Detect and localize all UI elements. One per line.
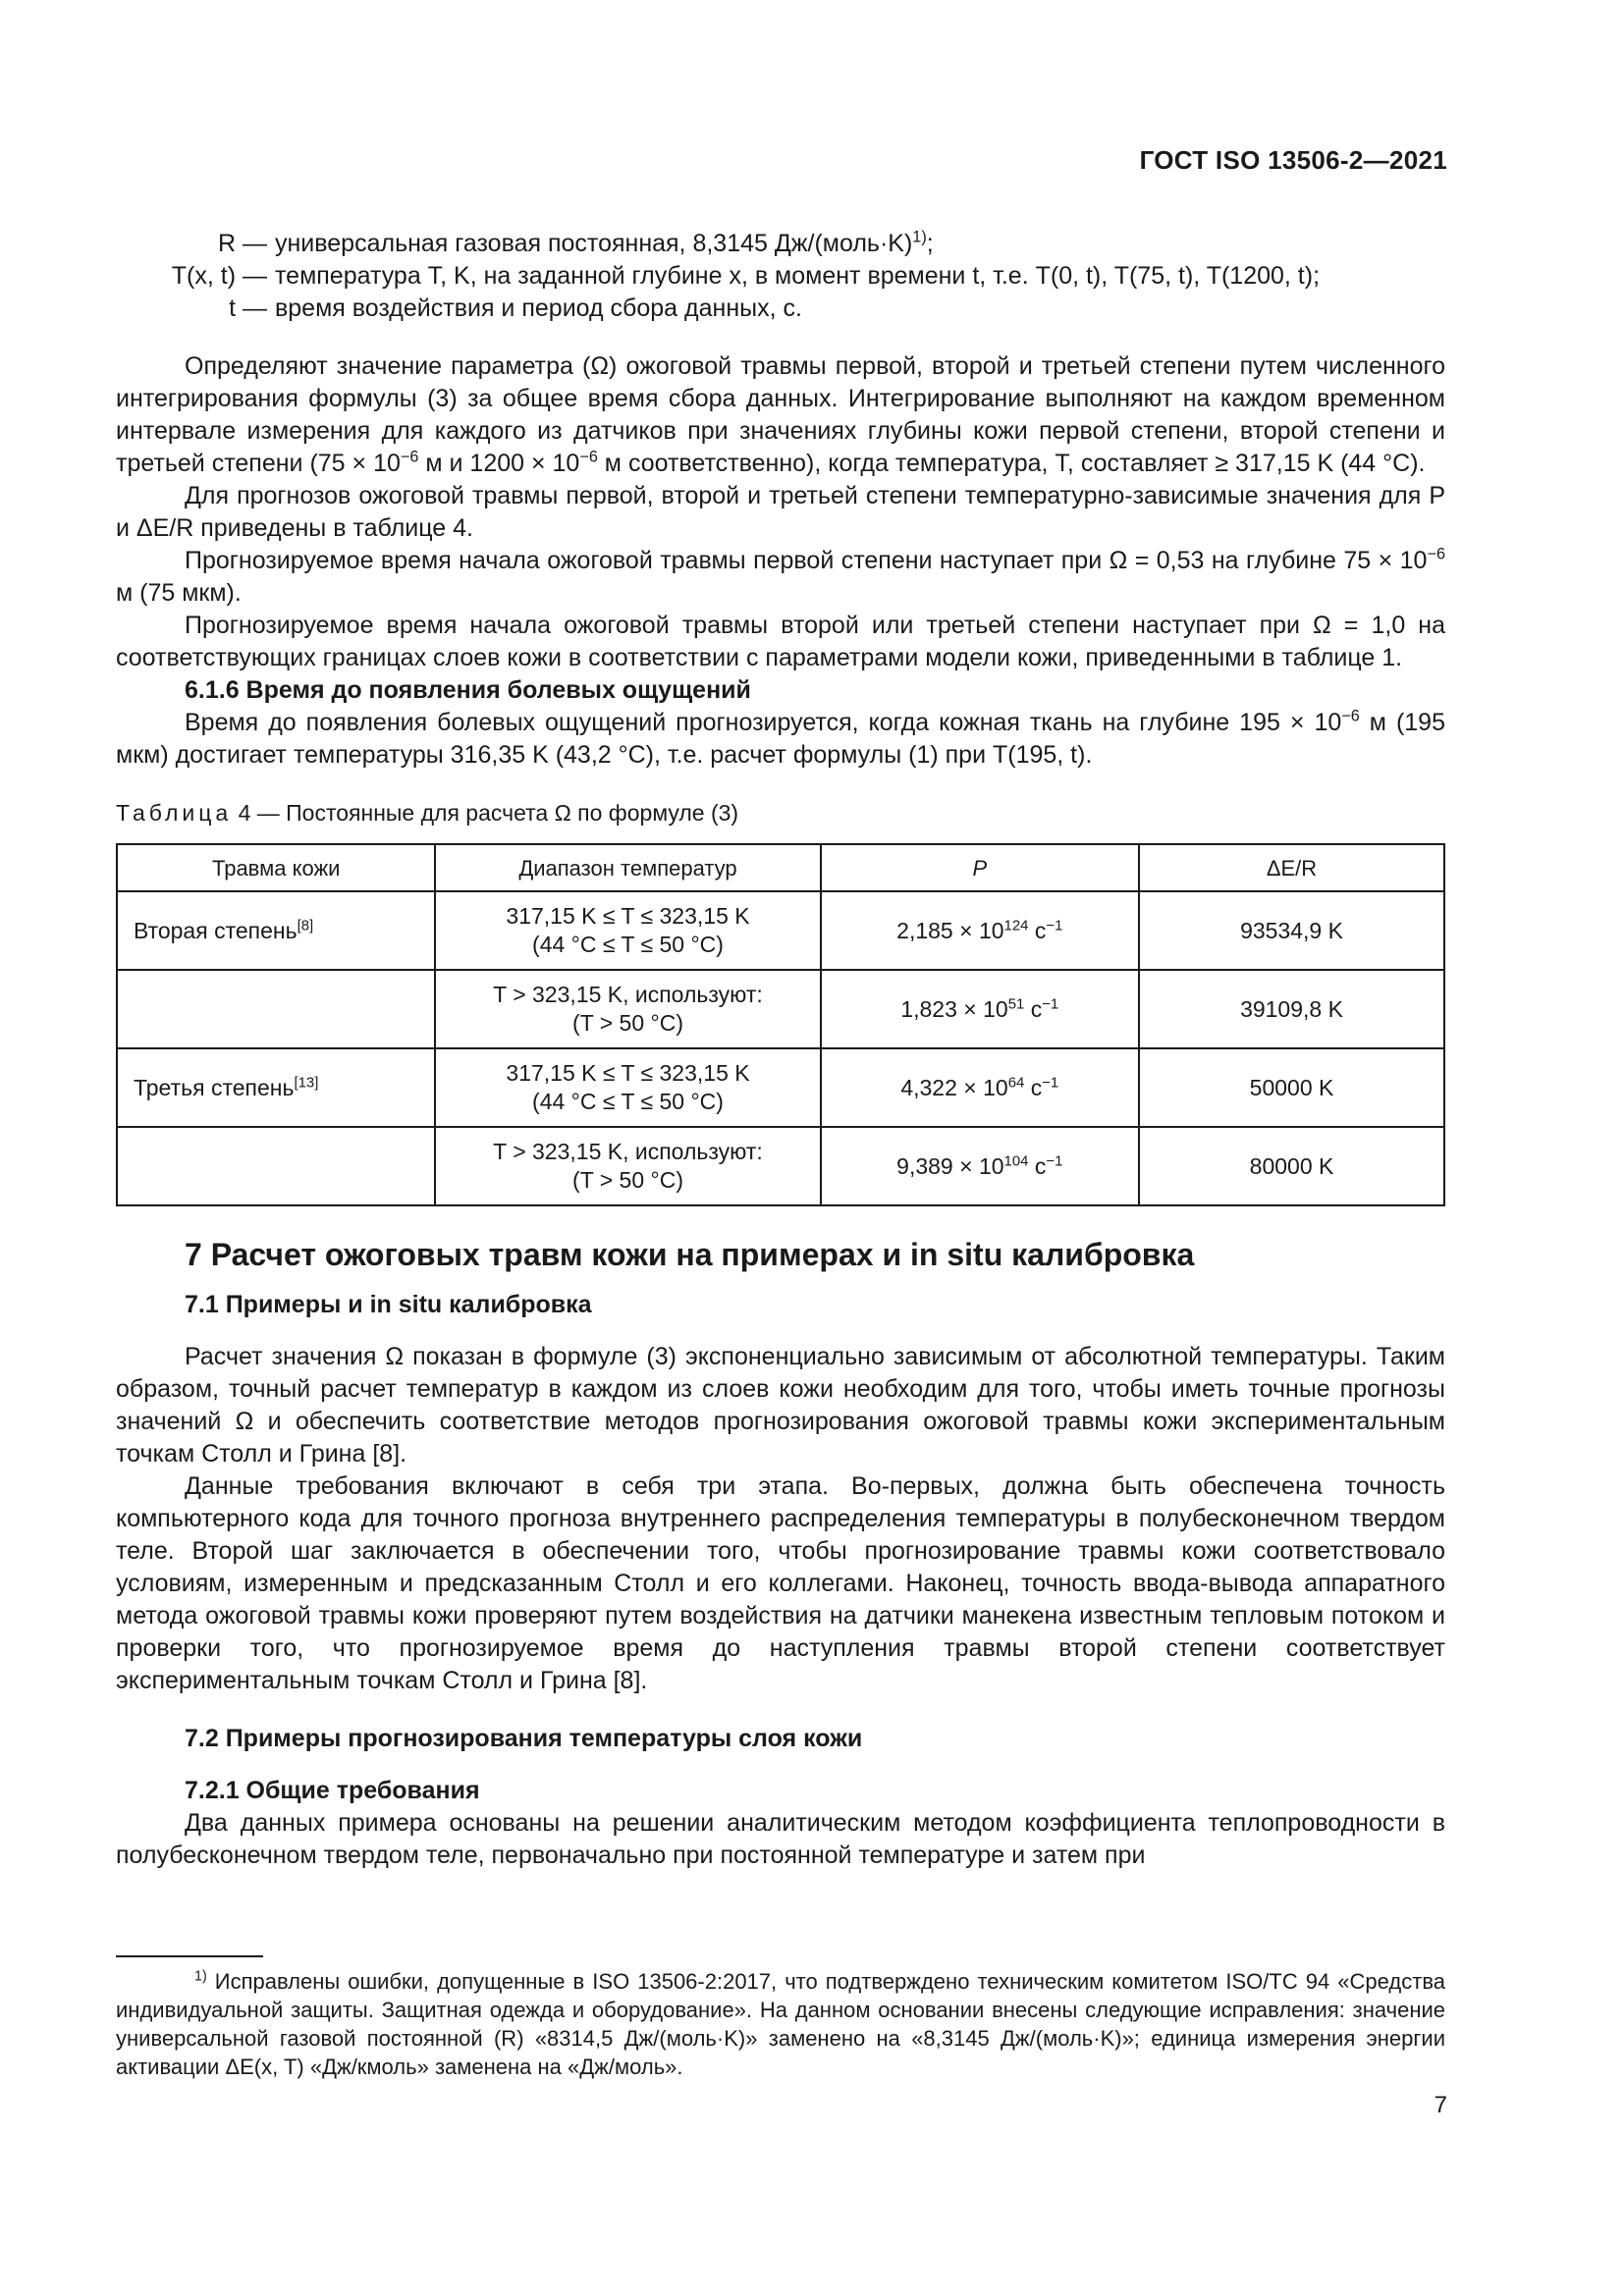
p-cell: $4,322 \times 10^{64}$ $с^{-1}$: [821, 1048, 1139, 1127]
paragraph-first-degree: Прогнозируемое время начала ожоговой травмы первой степени наступает при Ω = 0,53 на глубине $75 \times 10^{-6}$ м (75 мкм).: [116, 545, 1445, 607]
table-row: [117, 1127, 1444, 1205]
definition-item: R — универсальная газовая постоянная, 8,3145 Дж/(моль·K)$^{1)}$;: [116, 228, 1445, 260]
definition-symbol: R —: [218, 230, 267, 257]
paragraph-pain-time: Время до появления болевых ощущений прогнозируется, когда кожная ткань на глубине $195 \times 10^{-6}$ м (195 мкм) достигает температуры 316,35 K (43,2 °C), т.е. расчет формулы (1) при T(195, t).: [116, 707, 1445, 769]
p-cell: $9,389 \times 10^{104}$ $с^{-1}$: [821, 1127, 1139, 1205]
range-cell: T > 323,15 K, используют: (T > 50 °C): [435, 1127, 820, 1205]
definition-text: универсальная газовая постоянная, 8,3145 Дж/(моль·K): [275, 230, 913, 257]
table-header-row: [117, 844, 1444, 891]
paragraph-examples: Два данных примера основаны на решении аналитическим методом коэффициента теплопроводности в полубесконечном твердом теле, первоначально при постоянной температуре и затем при: [116, 1809, 1445, 1869]
der-cell: 93534,9 K: [1139, 891, 1444, 970]
footnote-separator: [116, 1955, 263, 1957]
injury-cell: [117, 1127, 435, 1205]
definition-text: время воздействия и период сбора данных, с.: [275, 294, 802, 322]
definition-item: [116, 293, 1445, 325]
injury-cell: Третья степень[13]: [117, 1048, 435, 1127]
column-header: Диапазон температур: [435, 844, 820, 891]
paragraph-requirements: Данные требования включают в себя три этапа. Во-первых, должна быть обеспечена точность компьютерного кода для точного прогноза внутреннего распределения температуры в полубесконечном твердом теле. Второй шаг заключается в обеспечении того, чтобы прогнозирование травмы кожи соответствовало условиям, измеренным и предсказанным Столл и его коллегами. Наконец, точность ввода-вывода аппаратного метода ожоговой травмы кожи проверяют путем воздействия на датчики манекена известным тепловым потоком и проверки того, что прогнозируемое время до наступления травмы второй степени соответствует экспериментальным точкам Столл и Грина [8].: [116, 1472, 1445, 1694]
definitions-list: [116, 228, 1445, 325]
der-cell: 50000 K: [1139, 1048, 1444, 1127]
column-header: Травма кожи: [117, 844, 435, 891]
range-cell: 317,15 K ≤ T ≤ 323,15 K (44 °C ≤ T ≤ 50 °C): [435, 891, 820, 970]
page-number: 7: [1434, 2092, 1447, 2118]
p-cell: $1,823 \times 10^{51}$ $с^{-1}$: [821, 970, 1139, 1048]
footnote-ref: 1): [912, 228, 927, 246]
footnote: [116, 1967, 1445, 2081]
section-heading-6-1-6: 6.1.6 Время до появления болевых ощущений: [185, 676, 751, 704]
section-heading-7-2-1: 7.2.1 Общие требования: [185, 1777, 480, 1804]
table-row: [117, 1048, 1444, 1127]
column-header: P: [821, 844, 1139, 891]
column-header: ΔE/R: [1139, 844, 1444, 891]
constants-table: [116, 843, 1445, 1206]
paragraph-omega-calc: Расчет значения Ω показан в формуле (3) экспоненциально зависимым от абсолютной температуры. Таким образом, точный расчет температур в каждом из слоев кожи необходим для того, чтобы иметь точные прогнозы значений Ω и обеспечить соответствие методов прогнозирования ожоговой травмы кожи экспериментальным точкам Столл и Грина [8].: [116, 1343, 1445, 1468]
paragraph-integration: Определяют значение параметра (Ω) ожоговой травмы первой, второй и третьей степени путем численного интегрирования формулы (3) за общее время сбора данных. Интегрирование выполняют на каждом временном интервале измерения для каждого из датчиков при значениях глубины кожи первой степени, второй степени и третьей степени ($75 \times 10^{-6}$ м и $1200 \times 10^{-6}$ м соответственно), когда температура, T, составляет ≥ 317,15 K (44 °C).: [116, 352, 1445, 477]
p-cell: $2,185 \times 10^{124}$ $с^{-1}$: [821, 891, 1139, 970]
table-row: [117, 891, 1444, 970]
paragraph-second-third-degree: Прогнозируемое время начала ожоговой травмы второй или третьей степени наступает при Ω = 1,0 на соответствующих границах слоев кожи в соответствии с параметрами модели кожи, приведенными в таблице 1.: [116, 612, 1445, 671]
section-heading-7-1: 7.1 Примеры и in situ калибровка: [185, 1291, 592, 1318]
injury-cell: [117, 970, 435, 1048]
der-cell: 39109,8 K: [1139, 970, 1444, 1048]
der-cell: 80000 K: [1139, 1127, 1444, 1205]
paragraph-table-ref: Для прогнозов ожоговой травмы первой, второй и третьей степени температурно-зависимые значения для P и ΔE/R приведены в таблице 4.: [116, 482, 1445, 542]
standard-header: ГОСТ ISO 13506-2—2021: [1139, 145, 1447, 175]
definition-symbol: t —: [229, 294, 267, 322]
footnote-text: Исправлены ошибки, допущенные в ISO 13506-2:2017, что подтверждено техническим комитетом ISO/TC 94 «Средства индивидуальной защиты. Защитная одежда и оборудование». На данном основании внесены следующие исправления: значение универсальной газовой постоянной (R) «8314,5 Дж/(моль·K)» заменено на «8,3145 Дж/(моль·K)»; единица измерения энергии активации ΔE(x, T) «Дж/кмоль» заменена на «Дж/моль».: [116, 1969, 1445, 2079]
table-row: [117, 970, 1444, 1048]
injury-cell: Вторая степень[8]: [117, 891, 435, 970]
range-cell: 317,15 K ≤ T ≤ 323,15 K (44 °C ≤ T ≤ 50 °C): [435, 1048, 820, 1127]
section-heading-7: 7 Расчет ожоговых травм кожи на примерах и in situ калибровка: [185, 1237, 1195, 1272]
section-heading-7-2: 7.2 Примеры прогнозирования температуры слоя кожи: [185, 1725, 863, 1752]
footnote-mark: 1): [194, 1968, 207, 1985]
definition-symbol: T(x, t) —: [171, 262, 267, 290]
definition-text: температура T, K, на заданной глубине x, в момент времени t, т.е. T(0, t), T(75, t), T(1200, t);: [275, 262, 1321, 290]
range-cell: T > 323,15 K, используют: (T > 50 °C): [435, 970, 820, 1048]
definition-item: [116, 260, 1445, 293]
page-content: [116, 228, 1445, 1872]
table-caption: Таблица 4 — Постоянные для расчета Ω по формуле (3): [116, 800, 739, 826]
